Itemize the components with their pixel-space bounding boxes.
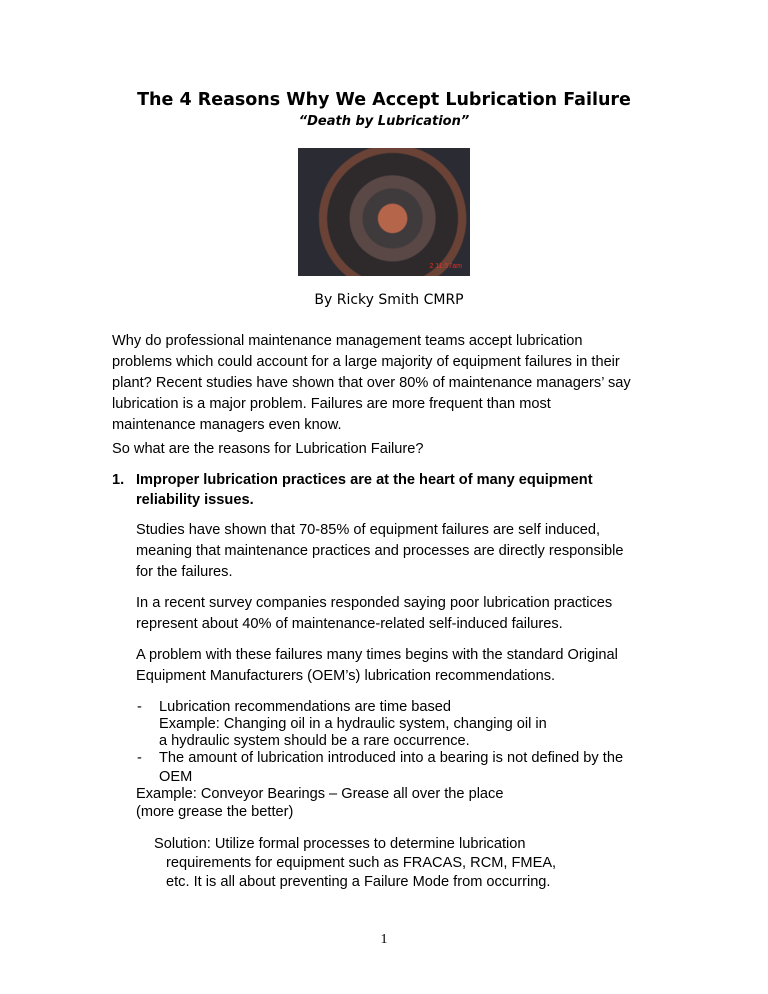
photo-timestamp: 2 11:57am: [429, 263, 462, 270]
bullet-dash: -: [137, 699, 142, 715]
bullet-dash: -: [137, 750, 142, 766]
para-line: for the failures.: [136, 564, 233, 580]
bullet-line: Lubrication recommendations are time based: [159, 699, 452, 715]
para-line: A problem with these failures many times begins with the standard Original: [136, 647, 618, 663]
para-line: represent about 40% of maintenance-related self-induced failures.: [136, 616, 563, 632]
item-heading: reliability issues.: [136, 492, 254, 508]
para-line: Studies have shown that 70-85% of equipment failures are self induced,: [136, 522, 601, 538]
intro-line: plant? Recent studies have shown that over 80% of maintenance managers’ say: [112, 375, 631, 391]
question: So what are the reasons for Lubrication Failure?: [112, 441, 424, 457]
document-title: The 4 Reasons Why We Accept Lubrication Failure: [137, 90, 631, 110]
intro-line: maintenance managers even know.: [112, 417, 342, 433]
intro-line: Why do professional maintenance management teams accept lubrication: [112, 333, 583, 349]
bullet-line: The amount of lubrication introduced into a bearing is not defined by the: [159, 750, 624, 766]
solution-line: Solution: Utilize formal processes to determine lubrication: [154, 836, 526, 852]
page-number: 1: [380, 932, 388, 947]
para-line: Equipment Manufacturers (OEM’s) lubrication recommendations.: [136, 668, 556, 684]
example-line: (more grease the better): [136, 804, 294, 820]
para-line: In a recent survey companies responded saying poor lubrication practices: [136, 595, 613, 611]
bullet-line: a hydraulic system should be a rare occurrence.: [159, 733, 470, 749]
intro-line: lubrication is a major problem. Failures are more frequent than most: [112, 396, 551, 412]
example-line: Example: Conveyor Bearings – Grease all over the place: [136, 786, 504, 802]
bullet-line: OEM: [159, 769, 193, 785]
item-number: 1.: [112, 472, 125, 488]
document-subtitle: “Death by Lubrication”: [298, 114, 470, 129]
byline: By Ricky Smith CMRP: [314, 292, 464, 308]
intro-line: problems which could account for a large majority of equipment failures in their: [112, 354, 620, 370]
item-heading: Improper lubrication practices are at the heart of many equipment: [136, 472, 593, 488]
bullet-line: Example: Changing oil in a hydraulic system, changing oil in: [159, 716, 547, 732]
bearing-photo: [298, 148, 470, 276]
solution-line: etc. It is all about preventing a Failure Mode from occurring.: [166, 874, 551, 890]
solution-line: requirements for equipment such as FRACAS, RCM, FMEA,: [166, 855, 557, 871]
para-line: meaning that maintenance practices and processes are directly responsible: [136, 543, 624, 559]
